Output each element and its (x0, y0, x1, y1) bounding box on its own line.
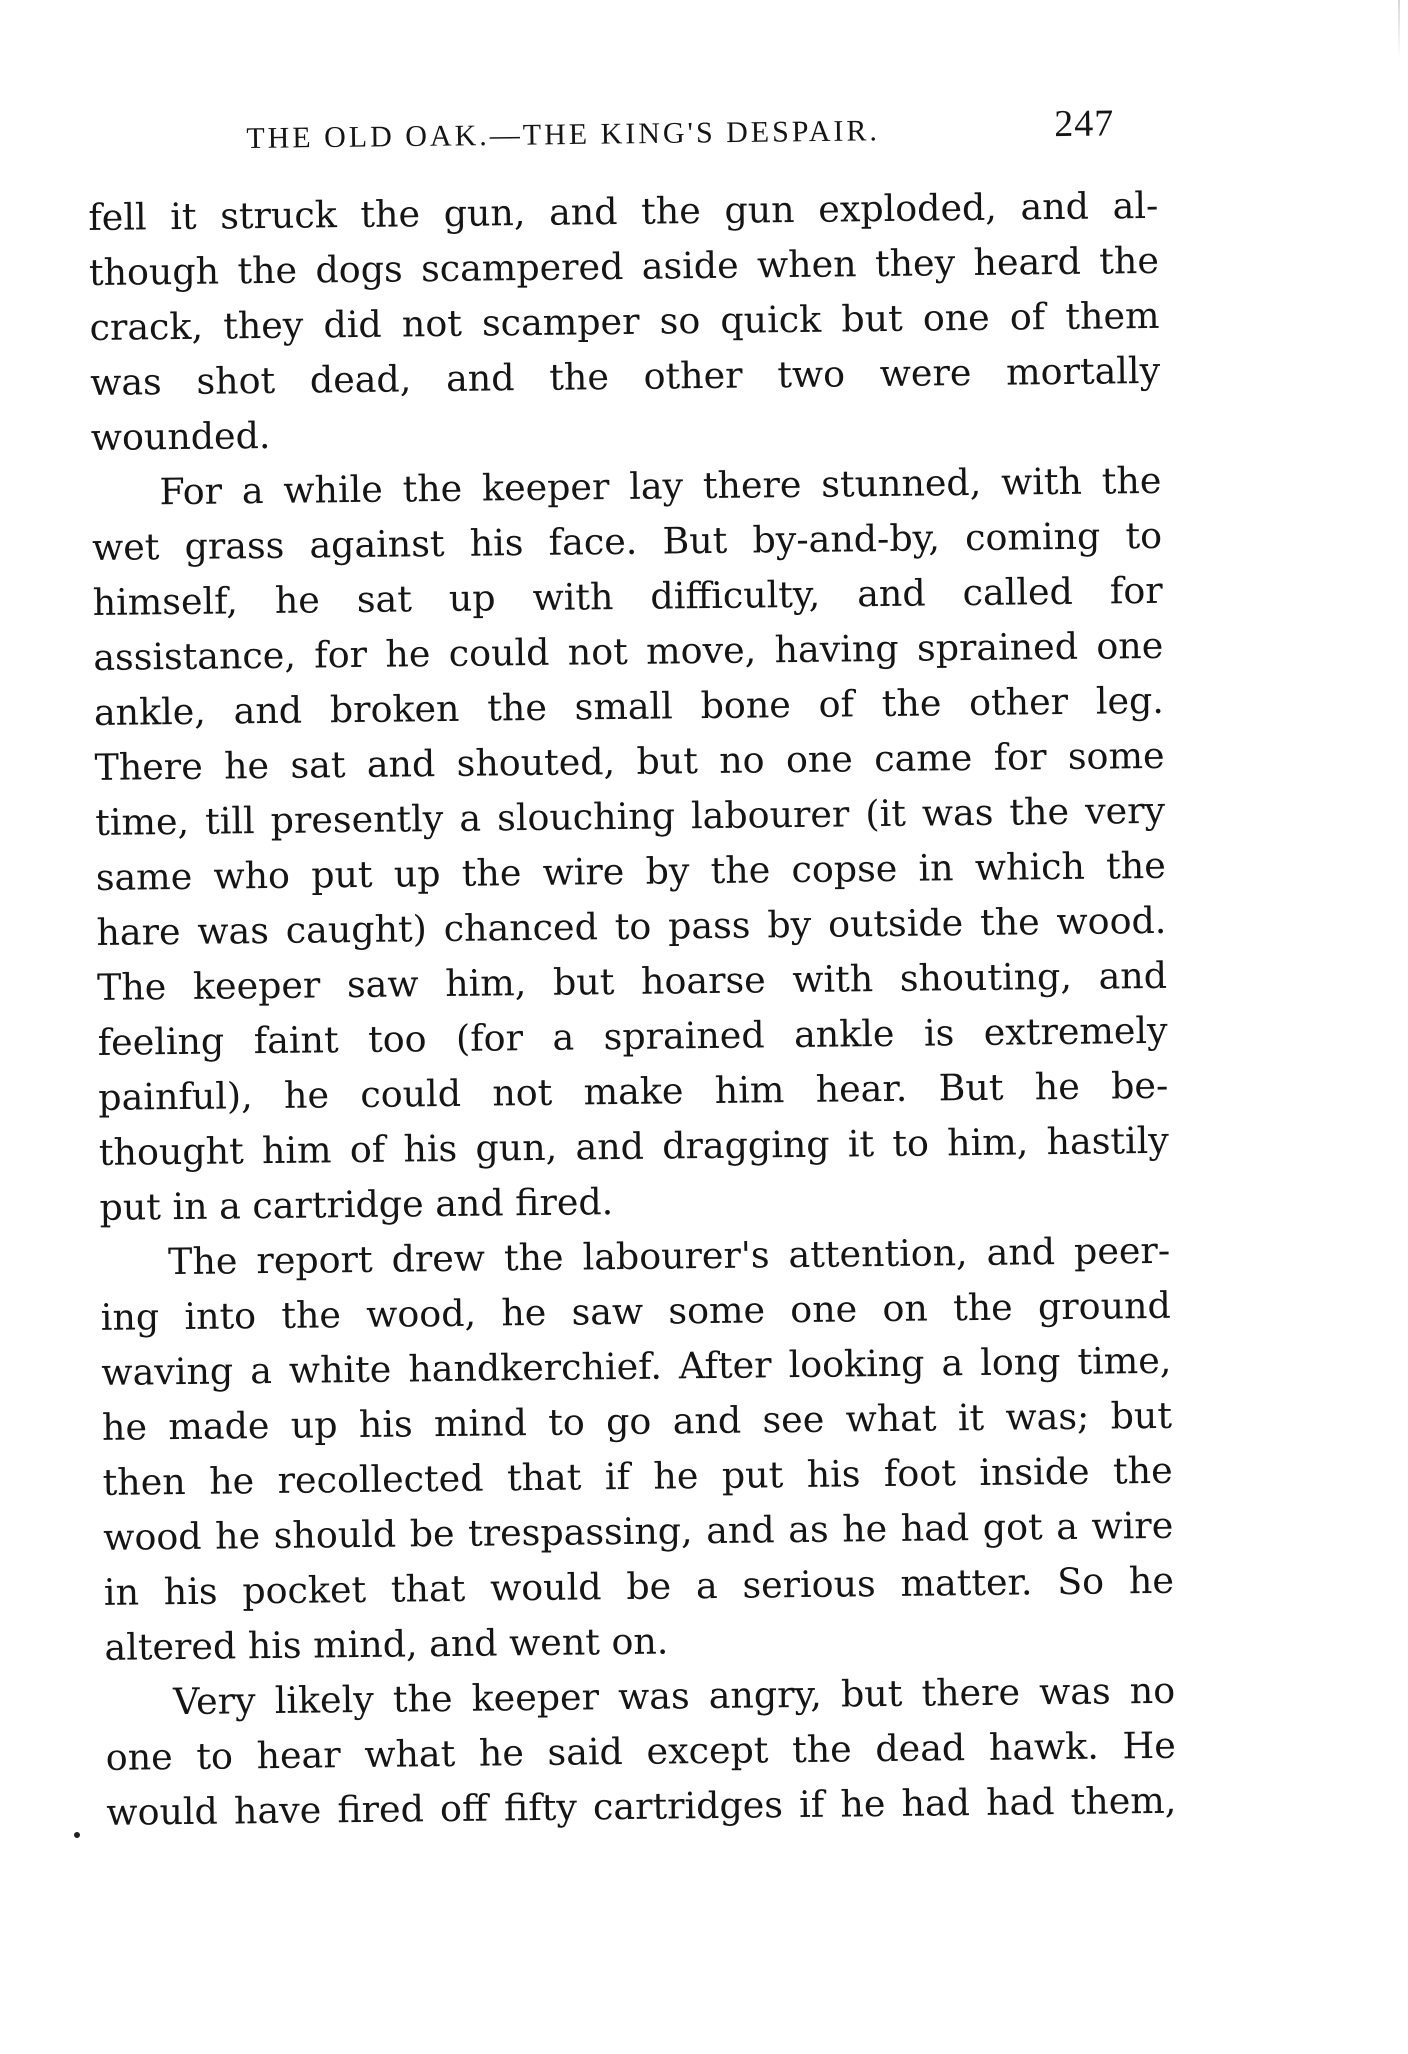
text-line: himself, he sat up with difficulty, and called for (92, 568, 1163, 624)
text-line: then he recollected that if he put his foot inside the (102, 1448, 1173, 1504)
text-line: wounded. (90, 413, 271, 459)
text-line: The keeper saw him, but hoarse with shouting, and (96, 953, 1168, 1009)
text-line: There he sat and shouted, but no one came for some (94, 733, 1165, 789)
text-line: in his pocket that would be a serious matter. So he (103, 1558, 1175, 1614)
text-line: The report drew the labourer's attention, and peer- (167, 1228, 1171, 1284)
page-header (246, 101, 1127, 162)
margin-mark (74, 1832, 80, 1838)
text-line: feeling faint too (for a sprained ankle is extremely (97, 1008, 1168, 1064)
text-line: fell it struck the gun, and the gun exploded, and al- (88, 183, 1159, 239)
text-line: time, till presently a slouching labourer (it was the very (94, 788, 1166, 844)
text-line: was shot dead, and the other two were mortally (89, 348, 1161, 404)
text-line: one to hear what he said except the dead hawk. He (105, 1723, 1176, 1779)
scan-edge-shadow (1398, 0, 1400, 60)
text-line: waving a white handkerchief. After looking a long time, (101, 1338, 1172, 1394)
text-line: assistance, for he could not move, having sprained one (93, 623, 1164, 679)
text-line: hare was caught) chanced to pass by outside the wood. (96, 898, 1167, 954)
text-line: altered his mind, and went on. (104, 1619, 669, 1669)
body-text (88, 178, 1177, 1840)
text-line: ankle, and broken the small bone of the other leg. (93, 678, 1165, 734)
text-line: thought him of his gun, and dragging it to him, hastily (98, 1118, 1170, 1174)
text-line: crack, they did not scamper so quick but one of them (89, 293, 1160, 349)
text-line: ing into the wood, he saw some one on the ground (100, 1283, 1171, 1339)
text-line: he made up his mind to go and see what it was; but (101, 1393, 1173, 1449)
text-line: though the dogs scampered aside when they heard the (88, 238, 1160, 294)
text-line: same who put up the wire by the copse in which the (95, 843, 1166, 899)
page-number: 247 (1053, 102, 1115, 146)
text-line: wood he should be trespassing, and as he had got a wire (103, 1503, 1174, 1559)
text-line: For a while the keeper lay there stunned, with the (159, 458, 1162, 514)
text-line: wet grass against his face. But by-and-by, coming to (91, 513, 1163, 569)
text-line: Very likely the keeper was angry, but there was no (172, 1668, 1176, 1724)
text-line: put in a cartridge and fired. (99, 1180, 614, 1229)
running-head: THE OLD OAK.—THE KING'S DESPAIR. (246, 114, 881, 155)
text-line: painful), he could not make him hear. But he be- (98, 1063, 1169, 1119)
text-line: would have fired off fifty cartridges if he had had them, (106, 1778, 1177, 1834)
